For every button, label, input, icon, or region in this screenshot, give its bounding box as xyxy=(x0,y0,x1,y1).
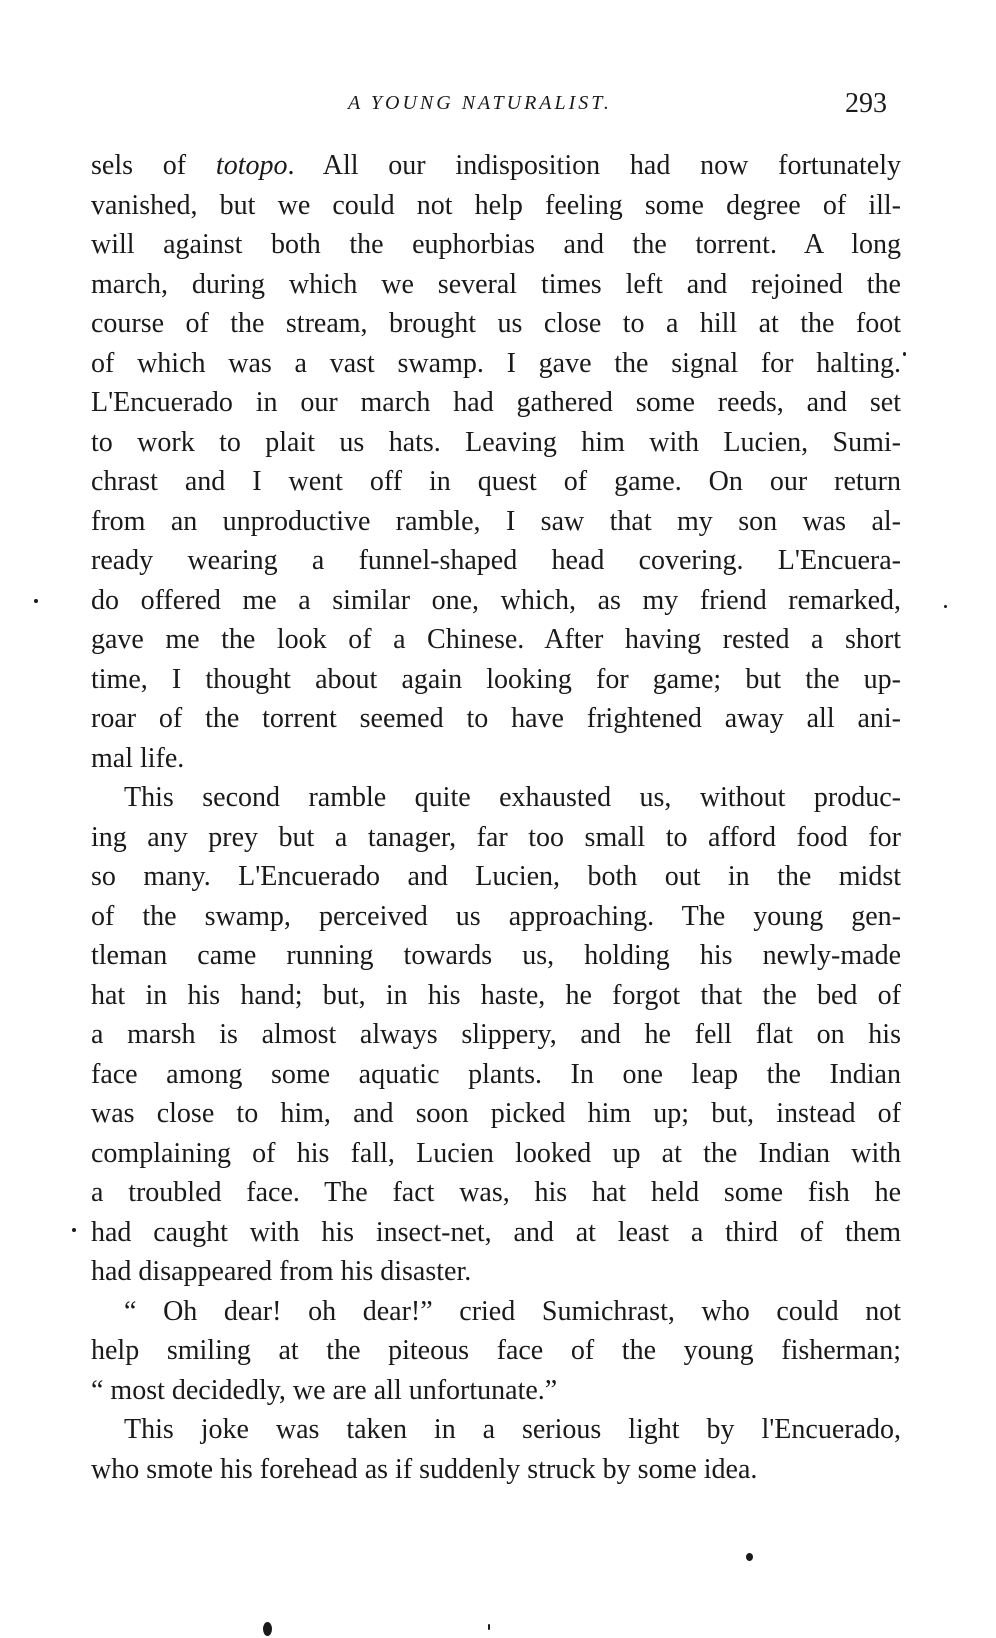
text-line: so many. L'Encuerado and Lucien, both out in the midst xyxy=(91,861,901,892)
text-line: hat in his hand; but, in his haste, he forgot that the bed of xyxy=(91,979,901,1011)
text-line: of which was a vast swamp. I gave the signal for halting. xyxy=(91,347,901,379)
text-line: This joke was taken in a serious light by l'Encuerado, xyxy=(124,1414,901,1445)
ink-speck xyxy=(944,605,947,608)
ink-speck xyxy=(746,1553,753,1561)
page-number: 293 xyxy=(845,88,887,119)
text-line: of the swamp, perceived us approaching. The young gen- xyxy=(91,900,901,932)
ink-speck xyxy=(903,352,906,356)
text-line: a marsh is almost always slippery, and he fell flat on his xyxy=(91,1019,901,1050)
text-line: a troubled face. The fact was, his hat held some fish he xyxy=(91,1177,901,1208)
text-line: vanished, but we could not help feeling some degree of ill- xyxy=(91,189,901,221)
text-line: ready wearing a funnel-shaped head covering. L'Encuera- xyxy=(91,545,901,576)
text-line: sels of totopo. All our indisposition had now fortunately xyxy=(91,150,901,181)
text-line: from an unproductive ramble, I saw that my son was al- xyxy=(91,505,901,537)
ink-speck xyxy=(72,1228,76,1232)
text-line: march, during which we several times left and rejoined the xyxy=(91,268,901,300)
text-line: do offered me a similar one, which, as my friend remarked, xyxy=(91,584,901,616)
text-line: “ Oh dear! oh dear!” cried Sumichrast, who could not xyxy=(124,1295,901,1327)
paragraph xyxy=(91,778,901,1292)
text-line: had caught with his insect-net, and at least a third of them xyxy=(91,1216,901,1248)
text-line: course of the stream, brought us close to a hill at the foot xyxy=(91,308,901,339)
text-line: was close to him, and soon picked him up; but, instead of xyxy=(91,1098,901,1129)
running-title: A YOUNG NATURALIST. xyxy=(348,92,612,114)
paragraph xyxy=(91,1292,901,1411)
ink-speck xyxy=(488,1624,490,1630)
text-line: time, I thought about again looking for game; but the up- xyxy=(91,663,901,695)
text-line: mal life. xyxy=(91,742,185,774)
paragraph xyxy=(91,1410,901,1489)
text-line: had disappeared from his disaster. xyxy=(91,1256,472,1287)
paragraph xyxy=(91,146,901,778)
ink-speck xyxy=(263,1622,272,1636)
text-line: will against both the euphorbias and the torrent. A long xyxy=(91,229,901,260)
text-line: roar of the torrent seemed to have frightened away all ani- xyxy=(91,703,901,734)
text-line: complaining of his fall, Lucien looked up at the Indian with xyxy=(91,1137,901,1169)
page-header xyxy=(0,86,996,126)
text-line: to work to plait us hats. Leaving him with Lucien, Sumi- xyxy=(91,426,901,458)
text-line: ing any prey but a tanager, far too small to afford food for xyxy=(91,821,901,853)
ink-speck xyxy=(34,599,38,603)
body-text xyxy=(91,146,901,1489)
text-line: This second ramble quite exhausted us, without produc- xyxy=(124,782,901,813)
text-line: “ most decidedly, we are all unfortunate.” xyxy=(91,1374,558,1406)
text-line: tleman came running towards us, holding his newly-made xyxy=(91,940,901,971)
text-line: chrast and I went off in quest of game. On our return xyxy=(91,466,901,497)
text-line: gave me the look of a Chinese. After having rested a short xyxy=(91,624,901,655)
text-line: L'Encuerado in our march had gathered some reeds, and set xyxy=(91,387,901,418)
text-line: face among some aquatic plants. In one leap the Indian xyxy=(91,1058,901,1090)
text-line: who smote his forehead as if suddenly struck by some idea. xyxy=(91,1453,758,1485)
text-line: help smiling at the piteous face of the young fisherman; xyxy=(91,1335,901,1366)
